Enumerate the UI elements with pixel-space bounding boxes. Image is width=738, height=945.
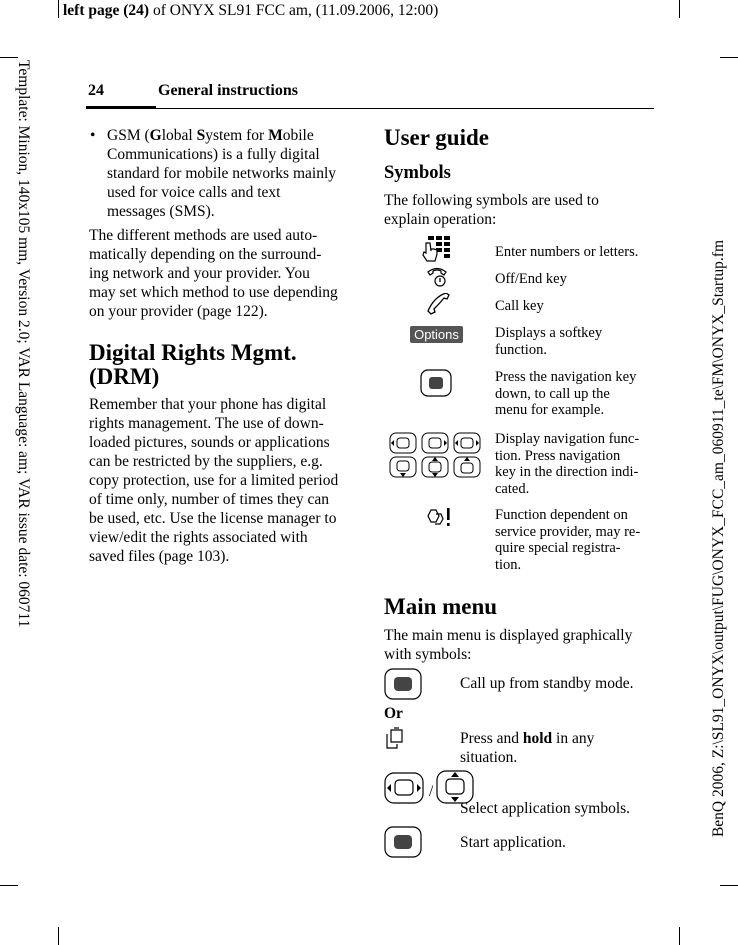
symbol-options-text: Displays a softkey function. (495, 325, 603, 358)
nav-center-icon (384, 668, 422, 700)
or-label: Or (384, 705, 403, 722)
crop-mark (679, 0, 680, 18)
main-menu-intro: The main menu is displayed graphically with symbols: (384, 627, 633, 663)
template-info: Template: Minion, 140x105 mm, Version 2.0; VAR Language: am; VAR issue date: 060711 (15, 60, 32, 628)
section-title: General instructions (158, 82, 298, 99)
crop-mark (58, 927, 59, 945)
file-path-info: BenQ 2006, Z:\SL91_ONYX\output\FUG\ONYX_FCC_am_060911_te\FM\ONYX_Startup.fm (710, 240, 727, 838)
nav-down-icon (389, 456, 417, 478)
step-select-symbols: Select application symbols. (460, 800, 631, 817)
main-menu-heading: Main menu (384, 594, 498, 619)
nav-right-icon (421, 432, 449, 454)
page-number: 24 (88, 82, 104, 99)
nav-up-down-icon (421, 456, 449, 478)
nav-up-icon (453, 456, 481, 478)
gsm-text: GSM (Global System for Mobile Communications) is a fully digital standard for mobile networks mainly used for voice calls and text messages (SMS). (107, 127, 337, 220)
crop-mark (0, 57, 18, 58)
header-rule (86, 108, 654, 109)
symbols-intro: The following symbols are used to explain operation: (384, 192, 599, 228)
slash-separator: / (429, 783, 434, 800)
methods-paragraph: The different methods are used auto- matically depending on the surround- ing network and your provider. You may set which method to use depending on your provider (page 122). (89, 227, 338, 320)
step-call-up: Call up from standby mode. (460, 675, 634, 692)
symbol-nav-center-text: Press the navigation key down, to call up the menu for example. (495, 369, 637, 418)
gsm-bullet: • (90, 127, 96, 144)
nav-center-icon (384, 826, 422, 858)
symbol-end-key-text: Off/End key (495, 271, 567, 287)
step-press-hold: Press and hold in any situation. (460, 730, 595, 766)
drm-heading: Digital Rights Mgmt. (DRM) (89, 340, 297, 389)
symbol-keypad-text: Enter numbers or letters. (495, 244, 639, 260)
options-softkey: Options (410, 326, 463, 343)
call-key-icon (425, 293, 451, 315)
symbol-call-key-text: Call key (495, 298, 544, 314)
crop-mark (58, 0, 59, 18)
symbol-nav-directions-text: Display navigation func- tion. Press navigation key in the direction indi- cated. (495, 431, 640, 497)
step-start-app: Start application. (460, 834, 566, 851)
symbol-provider-text: Function dependent on service provider, may re- quire special registra- tion. (495, 507, 641, 573)
crop-mark (720, 885, 738, 886)
nav-center-icon (420, 369, 452, 397)
crop-mark (679, 927, 680, 945)
hold-key-icon (384, 726, 406, 750)
provider-warning-icon (425, 506, 453, 528)
print-slug: left page (24) of ONYX SL91 FCC am, (11.09.2006, 12:00) (63, 2, 439, 19)
nav-left-icon (389, 432, 417, 454)
nav-left-right-icon (453, 432, 481, 454)
end-key-icon (426, 266, 448, 288)
drm-paragraph: Remember that your phone has digital rights management. The use of down- loaded pictures, sounds or applications can be restricted by the suppliers, e.g. copy protection, use for a limited period of time only, number of times they can be used, etc. Use the license manager to view/edit the rights associated with saved files (page 103). (89, 396, 339, 565)
symbols-heading: Symbols (384, 163, 451, 183)
crop-mark (0, 885, 18, 886)
nav-left-right-icon (384, 772, 424, 804)
user-guide-heading: User guide (384, 125, 489, 150)
header-rule-thick (86, 106, 156, 109)
keypad-icon (422, 235, 452, 263)
crop-mark (720, 57, 738, 58)
